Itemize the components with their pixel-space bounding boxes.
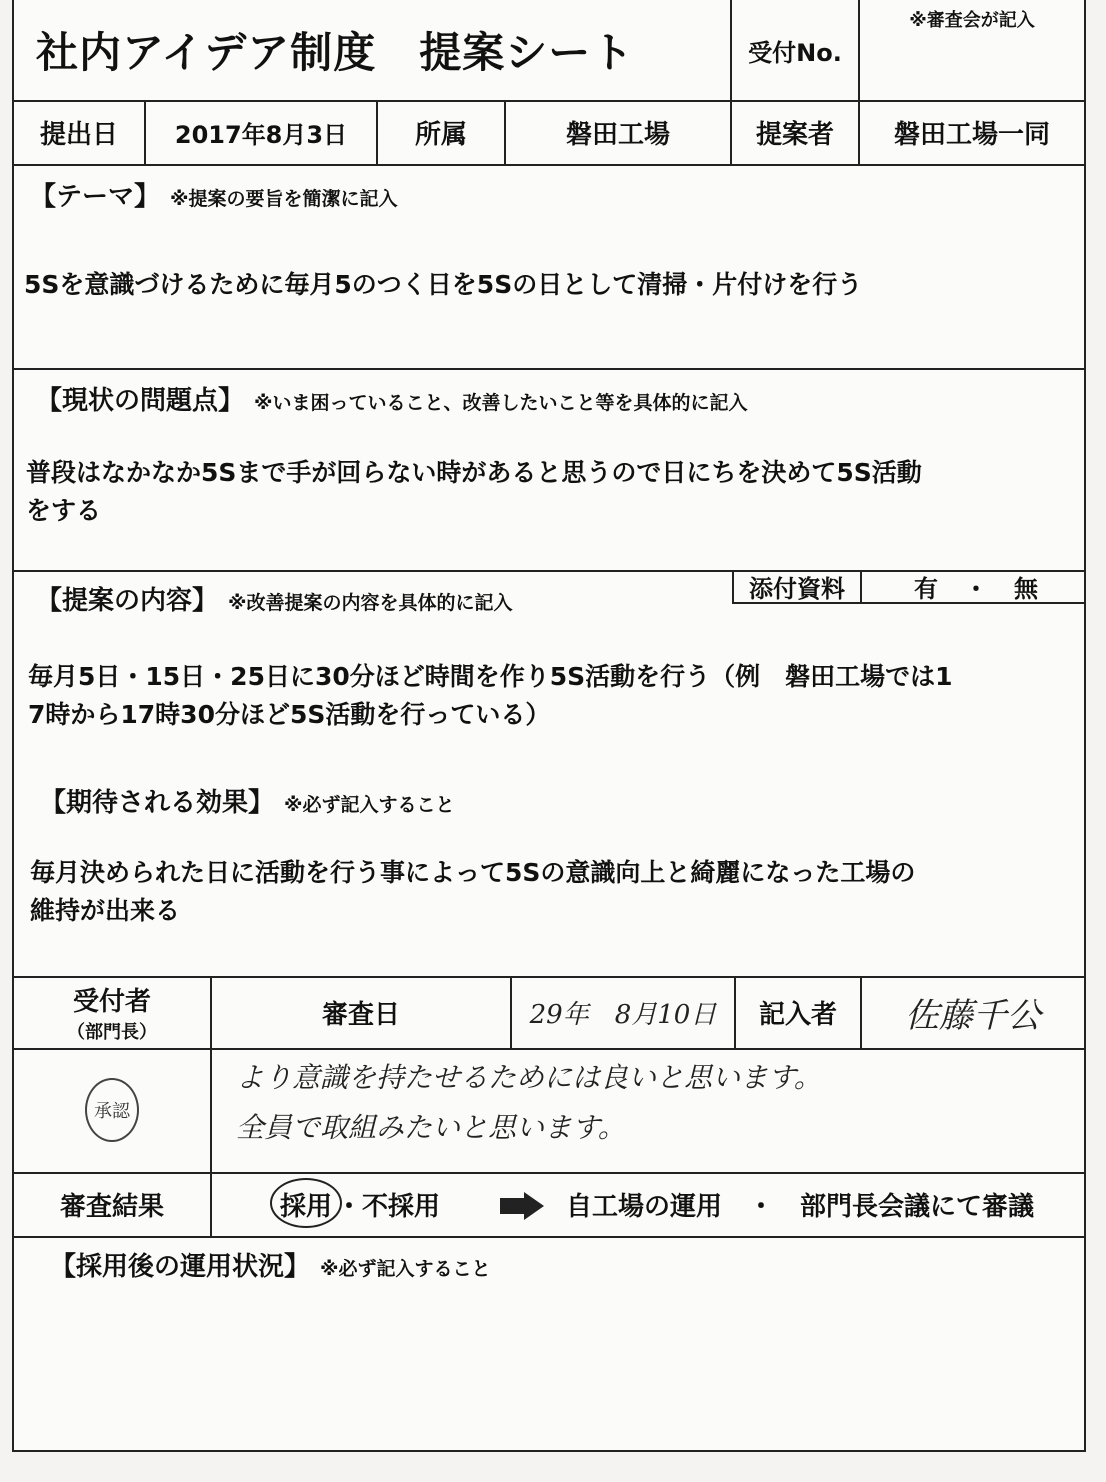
proposer-value: 磐田工場一同 (893, 119, 1050, 150)
review-date-value: 29年 8月10日 (512, 976, 736, 1048)
review-date-label: 審査日 (212, 976, 512, 1048)
attachment-box (732, 570, 1084, 604)
proposal-heading (36, 580, 513, 617)
problem-note: ※いま困っていること、改善したいこと等を具体的に記入 (254, 392, 748, 414)
attachment-label: 添付資料 (734, 570, 862, 602)
submit-date-value: 2017年8月3日 (146, 100, 378, 164)
result-options (276, 1172, 440, 1236)
problem-heading-label: 【現状の問題点】 (36, 386, 245, 416)
adopt-option[interactable] (276, 1186, 336, 1223)
arrow-icon (498, 1190, 546, 1226)
result-separator: ・ (336, 1191, 363, 1222)
info-row (14, 100, 1084, 164)
after-heading (50, 1246, 491, 1283)
review-comment-line1: より意識を持たせるためには良いと思います。 (236, 1061, 822, 1094)
attachment-separator: ・ (964, 574, 988, 603)
effect-text: 毎月決められた日に活動を行う事によって5Sの意識向上と綺麗になった工場の 維持が出来る (30, 858, 916, 925)
effect-note: ※必ず記入すること (284, 794, 455, 816)
theme-heading-label: 【テーマ】 (30, 182, 161, 212)
proposal-heading-label: 【提案の内容】 (36, 586, 219, 616)
review-row (14, 976, 1084, 1048)
receiver-label-cell (14, 976, 212, 1048)
review-comment-line2: 全員で取組みたいと思います。 (236, 1111, 626, 1144)
problem-heading (36, 380, 748, 417)
attachment-options (874, 570, 1038, 602)
receipt-no-label: 受付No. (732, 0, 860, 100)
effect-heading-label: 【期待される効果】 (40, 788, 275, 818)
submit-date-label: 提出日 (14, 100, 146, 164)
theme-text: 5Sを意識づけるために毎月5のつく日を5Sの日として清掃・片付けを行う (24, 270, 863, 299)
adopt-circle-mark (270, 1178, 342, 1228)
receiver-sub-label: （部門長） (67, 1021, 157, 1043)
result-label: 審査結果 (14, 1172, 212, 1236)
writer-value: 佐藤千公 (905, 995, 1041, 1036)
reject-option[interactable]: 不採用 (362, 1191, 441, 1222)
review-comment-row (14, 1048, 1084, 1172)
committee-note: ※審査会が記入 (909, 10, 1035, 31)
proposal-note: ※改善提案の内容を具体的に記入 (228, 592, 513, 614)
result-row (14, 1172, 1084, 1236)
attachment-yes-option[interactable]: 有 (914, 574, 938, 603)
after-content-area[interactable] (14, 1290, 1084, 1440)
after-note: ※必ず記入すること (320, 1258, 491, 1280)
proposal-text: 毎月5日・15日・25日に30分ほど時間を作り5S活動を行う（例 磐田工場では1 7時から17時30分ほど5S活動を行っている） (28, 662, 953, 729)
theme-note: ※提案の要旨を簡潔に記入 (170, 188, 398, 210)
proposer-label: 提案者 (732, 100, 860, 164)
theme-heading (30, 176, 398, 213)
sheet-title: 社内アイデア制度 提案シート (14, 0, 732, 100)
stamp-cell (14, 1048, 212, 1172)
receiver-label: 受付者 (72, 986, 151, 1017)
writer-label: 記入者 (736, 976, 862, 1048)
approval-stamp: 承認 (85, 1078, 139, 1142)
header-row (14, 0, 1084, 100)
proposal-sheet (12, 0, 1086, 1452)
adopt-label: 採用 (280, 1191, 333, 1222)
dept-label: 所属 (378, 100, 506, 164)
problem-text: 普段はなかなか5Sまで手が回らない時があると思うので日にちを決めて5S活動 をする (26, 458, 922, 525)
route-text: 自工場の運用 ・ 部門長会議にて審議 (566, 1191, 1035, 1222)
after-heading-label: 【採用後の運用状況】 (50, 1252, 311, 1282)
dept-value: 磐田工場 (506, 100, 732, 164)
effect-heading (40, 782, 455, 819)
attachment-no-option[interactable]: 無 (1014, 574, 1038, 603)
